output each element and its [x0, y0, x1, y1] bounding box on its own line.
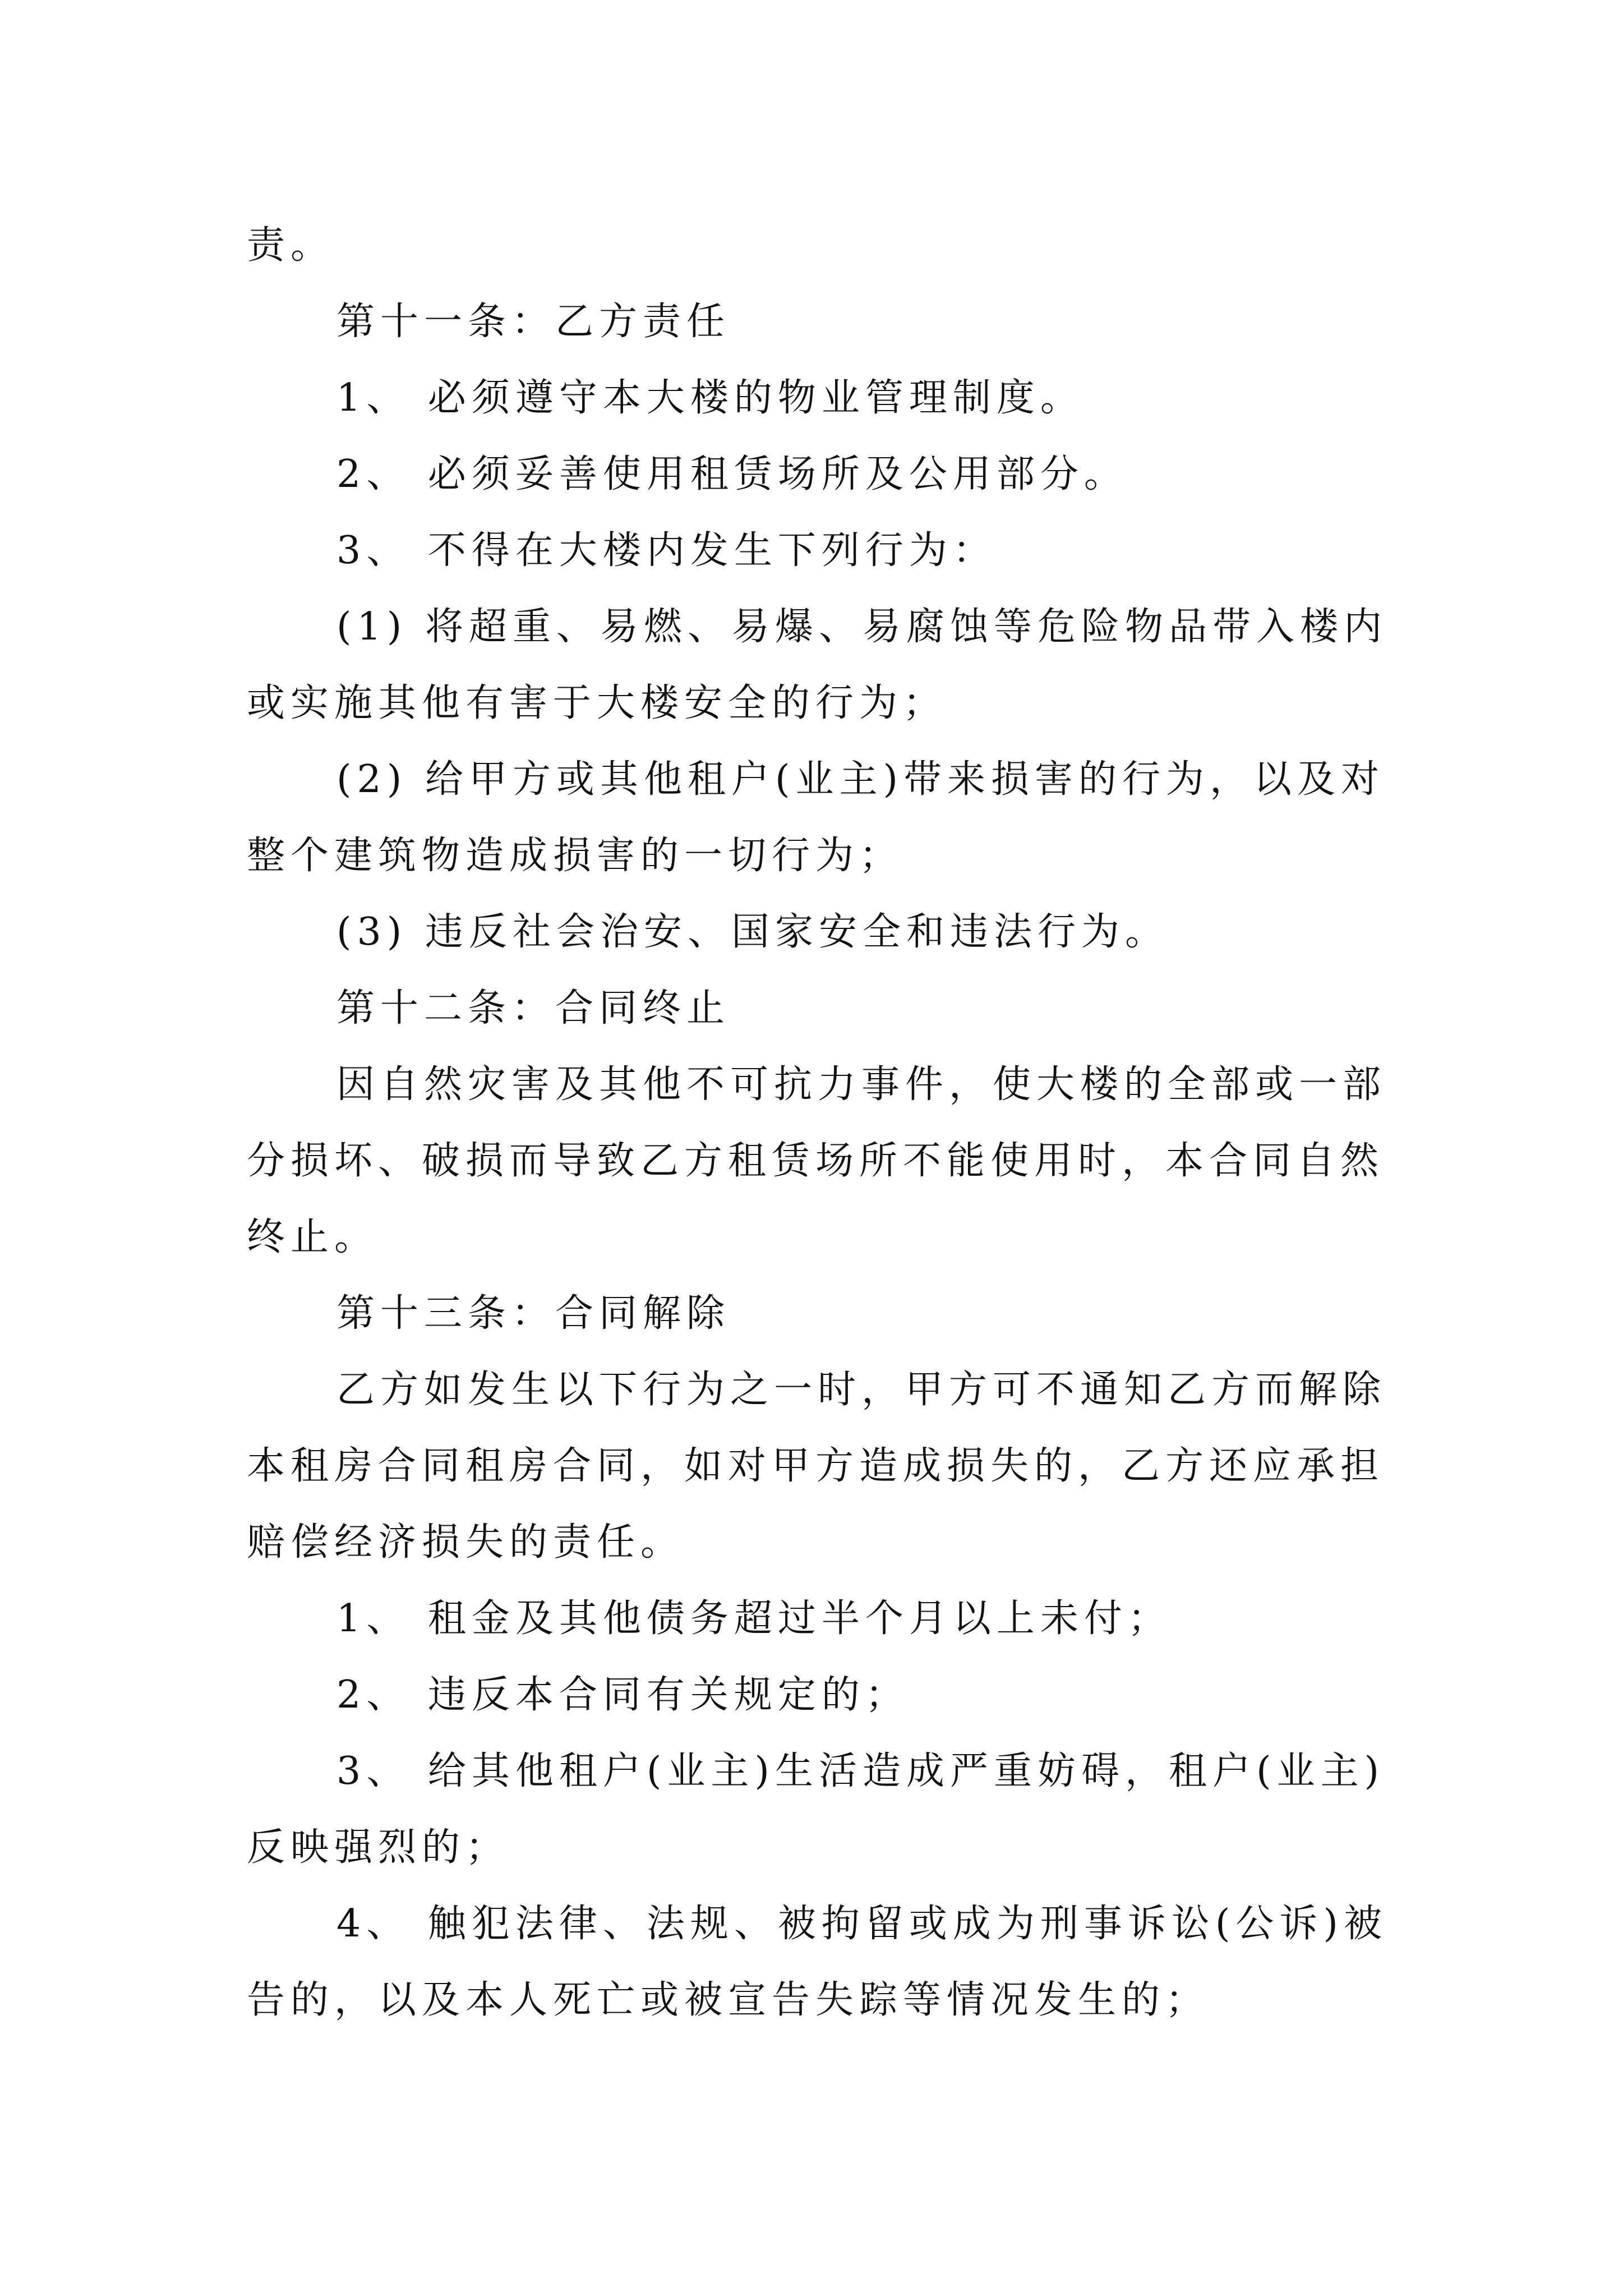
article-11-subitem-3: (3) 违反社会治安、国家安全和违法行为。 [336, 910, 1169, 954]
article-11-subitem-1: (1) 将超重、易燃、易爆、易腐蚀等危险物品带入楼内或实施其他有害于大楼安全的行为； [247, 605, 1387, 725]
article-13-heading: 第十三条：合同解除 [336, 1291, 731, 1336]
article-11-subitem-2: (2) 给甲方或其他租户(业主)带来损害的行为，以及对整个建筑物造成损害的一切行为； [247, 757, 1385, 878]
article-13-item-3: 3、 给其他租户(业主)生活造成严重妨碍，租户(业主)反映强烈的； [247, 1749, 1385, 1870]
article-13-item-1: 1、 租金及其他债务超过半个月以上未付； [336, 1596, 1172, 1641]
document-body [247, 208, 1391, 2039]
article-13-body: 乙方如发生以下行为之一时，甲方可不通知乙方而解除本租房合同租房合同，如对甲方造成损失的，乙方还应承担赔偿经济损失的责任。 [247, 1368, 1387, 1565]
article-13-item-4: 4、 触犯法律、法规、被拘留或成为刑事诉讼(公诉)被告的，以及本人死亡或被宣告失踪等情况发生的； [247, 1902, 1387, 2022]
article-13-item-2: 2、 违反本合同有关规定的； [336, 1673, 909, 1717]
article-11-heading: 第十一条：乙方责任 [336, 300, 731, 344]
article-11-item-3: 3、 不得在大楼内发生下列行为： [336, 528, 997, 573]
article-12-body: 因自然灾害及其他不可抗力事件，使大楼的全部或一部分损坏、破损而导致乙方租赁场所不能使用时，本合同自然终止。 [247, 1062, 1387, 1259]
article-11-item-2: 2、 必须妥善使用租赁场所及公用部分。 [336, 452, 1128, 496]
article-11-item-1: 1、 必须遵守本大楼的物业管理制度。 [336, 376, 1084, 420]
article-12-heading: 第十二条：合同终止 [336, 986, 731, 1030]
paragraph-continuation: 责。 [247, 223, 335, 268]
